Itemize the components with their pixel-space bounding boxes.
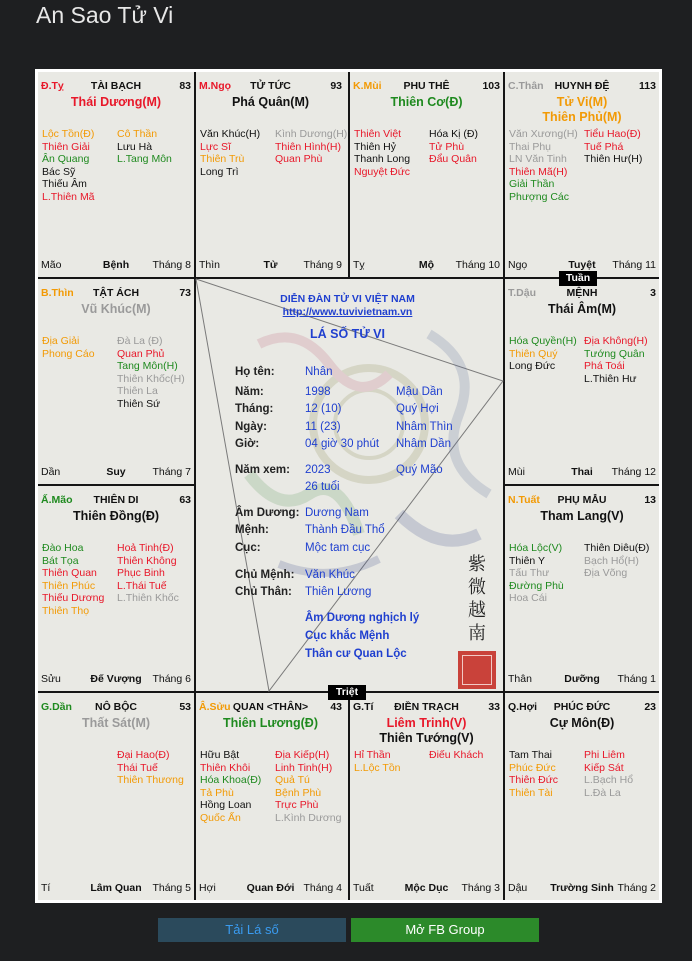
info-value: Thành Đầu Thổ [305,524,385,536]
major-star: Thiên Đồng(Đ) [72,509,160,523]
palace-month: Tháng 11 [612,259,656,271]
info-value-canchi: Quý Mão [396,464,443,476]
minor-star: Tang Môn(H) [117,360,178,373]
palace-name: THIÊN DI [93,494,139,506]
horoscope-chart [35,69,662,903]
minor-star: Tiểu Hao(Đ) [584,128,641,140]
palace-footer [508,673,656,686]
minor-stars-right [275,128,347,166]
chart-note: Thân cư Quan Lộc [305,648,407,660]
minor-star: Thiên Thọ [42,604,90,617]
palace-month: Tháng 1 [617,673,656,685]
minor-star: Thiên Không [117,554,177,567]
info-value: 26 tuổi [305,481,340,493]
major-star: Cự Môn(Đ) [549,716,615,730]
minor-stars-right [117,335,185,411]
minor-star: Thanh Long [354,153,411,166]
watermark-dragon [239,304,501,604]
palace-age: 43 [330,701,342,713]
palace-stage: Suy [106,466,126,478]
palace-stage: Lâm Quan [90,882,142,894]
minor-star: Địa Kiếp(H) [275,749,330,761]
palace-month: Tháng 2 [617,882,656,894]
palace-age: 83 [179,80,191,92]
minor-star: Thiên Hư(H) [584,153,643,166]
minor-star: Hóa Lộc(V) [509,542,563,554]
palace-branch: Tí [41,882,51,894]
info-value: 1998 [305,386,331,398]
palace-cell [350,72,503,277]
minor-star: Bệnh Phù [275,786,322,799]
minor-stars-left [354,128,410,178]
info-value-canchi: Mậu Dần [396,386,443,398]
major-star: Thiên Tướng(V) [379,731,474,745]
minor-star: Thiên Giải [42,140,90,153]
palace-cell [196,72,348,277]
minor-star: Nguyệt Đức [354,165,411,178]
minor-star: Phá Toái [584,360,625,373]
minor-star: L.Thái Tuế [117,579,167,592]
palace-name: HUYNH ĐỆ [554,80,610,92]
palace-name: QUAN <THÂN> [232,701,309,713]
palace-cell [38,279,194,484]
chart-title: LÁ SỐ TỬ VI [310,327,385,341]
palace-branch: Ngọ [508,259,528,271]
palace-month: Tháng 10 [455,259,500,271]
major-star: Tử Vi(M) [556,95,608,109]
minor-star: Thiên Khốc(H) [117,372,185,385]
palace-can-chi: Q.Hợi [508,701,538,713]
info-label: Họ tên: [235,366,275,378]
minor-star: Thiên Phúc [42,579,96,592]
minor-stars-left [200,128,260,178]
minor-star: Kiếp Sát [584,761,624,774]
major-star: Thất Sát(M) [81,716,151,730]
minor-star: Đẩu Quân [429,153,477,166]
minor-star: Thiên Đức [509,774,559,787]
tuan-marker: Tuần [559,271,597,286]
info-value: 11 (23) [305,421,341,433]
minor-star: Thiên Diêu(Đ) [584,542,650,554]
major-star: Phá Quân(M) [231,95,310,109]
minor-star: Thiên Hỷ [354,140,397,153]
palace-age: 23 [644,701,656,713]
palace-name: PHÚC ĐỨC [553,701,611,713]
info-value: Mộc tam cục [305,542,371,554]
triet-marker: Triệt [328,685,366,700]
minor-star: Đại Hao(Đ) [117,749,170,761]
palace-branch: Tuất [353,882,374,894]
major-star: Thái Âm(M) [547,302,617,316]
minor-star: Thiên Việt [354,128,402,140]
palace-footer [199,259,342,272]
minor-star: Thiên La [117,385,158,398]
minor-star: Thiên Mã(H) [509,165,568,178]
minor-stars-left [509,749,558,799]
minor-stars-right [275,749,341,825]
palace-header [41,287,191,300]
palace-age: 3 [650,287,656,299]
palace-header [199,701,342,714]
palace-age: 33 [488,701,500,713]
minor-star: Hữu Bật [200,749,240,761]
palace-header [508,701,656,714]
minor-star: Thiên Quan [42,567,97,580]
minor-star: Thiên Quý [509,347,558,360]
minor-star: Tuế Phá [584,140,624,153]
palace-stage: Quan Đới [246,882,295,894]
minor-star: Phong Cáo [42,347,95,360]
minor-star: Thai Phụ [509,140,552,153]
palace-can-chi: K.Mùi [353,80,382,92]
palace-footer [353,882,500,895]
info-label: Năm xem: [235,464,290,476]
palace-name: PHỤ MẪU [557,494,607,506]
info-value-canchi: Nhâm Thìn [396,421,453,433]
minor-star: L.Thiên Mã [42,190,95,203]
palace-cell [38,486,194,691]
palace-footer [199,882,342,895]
minor-star: LN Văn Tinh [509,153,567,166]
info-value-canchi: Nhâm Dần [396,438,451,450]
minor-stars-left [509,335,577,373]
minor-star: Long Đức [509,360,556,373]
palace-month: Tháng 6 [152,673,191,685]
major-star: Thiên Lương(Đ) [222,716,318,730]
minor-stars-right [117,128,172,166]
palace-stage: Mộc Dục [404,882,449,894]
minor-stars-left [42,335,95,360]
info-value: 12 (10) [305,403,342,415]
minor-star: Hoả Tinh(Đ) [117,542,174,554]
minor-star: Hóa Kị (Đ) [429,128,479,140]
major-star: Thái Dương(M) [70,95,162,109]
palace-can-chi: B.Thìn [41,287,74,299]
minor-star: Đào Hoa [42,542,84,554]
palace-month: Tháng 7 [152,466,191,478]
palace-stage: Đế Vượng [90,673,142,685]
palace-can-chi: Ấ.Mão [41,494,73,506]
info-label: Năm: [235,386,264,398]
palace-cell [505,72,659,277]
forum-url[interactable]: http://www.tuvivietnam.vn [282,306,413,318]
minor-stars-left [200,749,261,825]
minor-star: Thiên Trù [200,153,245,166]
palace-age: 103 [482,80,500,92]
forum-name: DIỄN ĐÀN TỬ VI VIỆT NAM [280,293,415,305]
palace-can-chi: T.Dậu [508,287,537,299]
minor-star: L.Bạch Hổ [584,774,634,787]
minor-star: Đà La (Đ) [117,335,163,347]
palace-month: Tháng 5 [152,882,191,894]
minor-star: L.Thiên Khốc [117,592,179,605]
palace-stage: Tử [263,259,278,271]
minor-star: Văn Khúc(H) [200,128,261,140]
minor-star: Tả Phù [200,786,234,799]
palace-name: PHU THÊ [403,80,450,92]
minor-star: Hóa Khoa(Đ) [200,774,262,787]
palace-header [508,80,656,93]
minor-star: Tam Thai [509,749,552,761]
minor-star: Thiếu Dương [42,592,105,605]
chart-note: Âm Dương nghịch lý [305,612,420,624]
palace-cell [505,486,659,691]
palace-cell [505,279,659,484]
download-chart-button[interactable]: Tải Lá số [158,918,346,942]
palace-header [199,80,342,93]
palace-header [508,287,656,300]
palace-branch: Thân [508,673,532,685]
palace-footer [353,259,500,272]
info-label: Mệnh: [235,524,269,536]
minor-star: Thiếu Âm [42,178,87,191]
info-label: Chủ Thân: [235,586,292,598]
palace-age: 53 [179,701,191,713]
minor-stars-right [117,542,179,605]
chart-note: Cục khắc Mệnh [305,630,390,642]
minor-stars-right [584,749,633,799]
info-value: Văn Khúc [305,569,355,581]
info-value: Nhân [305,366,333,378]
minor-stars-left [509,128,578,204]
palace-age: 13 [644,494,656,506]
minor-stars-right [117,749,184,787]
minor-star: Tấu Thư [509,567,550,580]
info-label: Ngày: [235,421,267,433]
palace-header [353,80,500,93]
info-value-canchi: Quý Hợi [396,403,439,415]
minor-star: Lưu Hà [117,140,153,153]
palace-cell [196,693,345,900]
minor-star: Tử Phù [429,140,465,153]
minor-star: L.Thiên Hư [584,372,637,385]
minor-star: Ân Quang [42,153,90,166]
open-fb-group-button[interactable]: Mở FB Group [351,918,539,942]
minor-star: Địa Giải [42,335,80,347]
minor-stars-right [584,335,648,385]
major-star: Thiên Cơ(Đ) [390,95,463,109]
palace-footer [508,882,656,895]
info-label: Âm Dương: [235,507,300,519]
palace-can-chi: Â.Sửu [199,701,231,713]
major-star: Vũ Khúc(M) [81,302,151,316]
info-value: 2023 [305,464,331,476]
palace-stage: Tuyệt [568,259,596,271]
minor-star: Điếu Khách [429,749,484,761]
palace-name: ĐIỀN TRẠCH [394,701,459,713]
kanji-signature: 紫微越南 [468,554,486,644]
minor-star: L.Lộc Tồn [354,761,401,774]
minor-stars-right [429,749,483,762]
palace-month: Tháng 9 [303,259,342,271]
palace-cell [350,693,503,900]
palace-age: 93 [330,80,342,92]
minor-star: Cô Thần [117,128,158,140]
palace-can-chi: Đ.Tỵ [41,80,64,92]
minor-star: Quan Phù [275,153,323,166]
minor-star: Đường Phù [509,579,564,592]
center-panel [194,279,501,690]
palace-cell [505,693,659,900]
palace-header [508,494,656,507]
minor-stars-right [584,542,649,580]
palace-can-chi: G.Dần [41,701,72,713]
palace-month: Tháng 12 [611,466,656,478]
palace-footer [41,882,191,895]
minor-star: Quốc Ấn [200,811,241,824]
minor-star: Tướng Quân [584,347,645,360]
palace-stage: Thai [571,466,593,478]
seal-stamp [458,651,496,689]
page-title: An Sao Tử Vi [36,2,174,28]
minor-star: Quả Tú [275,774,310,787]
palace-name: TỬ TỨC [250,80,291,92]
minor-star: Giải Thần [509,178,555,191]
palace-age: 63 [179,494,191,506]
minor-star: Thiên Tài [509,786,553,799]
palace-branch: Mùi [508,466,525,478]
minor-star: Linh Tinh(H) [275,761,333,774]
palace-name: TÀI BẠCH [90,80,142,92]
palace-can-chi: G.Tí [353,701,374,713]
palace-header [353,701,500,714]
minor-star: L.Đà La [584,786,621,799]
palace-name: TẬT ÁCH [92,287,140,299]
palace-can-chi: C.Thân [508,80,544,92]
palace-branch: Dậu [508,882,528,894]
palace-name: MỆNH [566,287,598,299]
palace-month: Tháng 4 [303,882,342,894]
minor-stars-left [42,542,104,618]
palace-stage: Bệnh [102,259,130,271]
palace-month: Tháng 3 [461,882,500,894]
minor-star: Phượng Các [509,190,570,203]
minor-star: Bạch Hổ(H) [584,554,639,567]
palace-header [41,701,191,714]
info-label: Chủ Mệnh: [235,569,295,581]
palace-footer [41,673,191,686]
minor-star: Thiên Khôi [200,761,251,774]
palace-cell [38,72,194,277]
palace-footer [41,259,191,272]
palace-stage: Trường Sinh [550,882,614,894]
palace-age: 113 [639,80,656,92]
info-label: Cục: [235,542,261,554]
major-star: Liêm Trinh(V) [386,716,467,730]
minor-star: Thiên Hình(H) [275,140,341,153]
palace-footer [508,466,656,479]
minor-star: Hồng Loan [200,799,252,812]
palace-branch: Dần [41,466,61,478]
minor-star: Địa Võng [584,567,628,580]
palace-branch: Mão [41,259,62,271]
palace-header [41,80,191,93]
minor-star: Hỉ Thần [354,749,391,761]
minor-stars-left [42,128,95,204]
minor-star: Phúc Đức [509,761,556,774]
info-value: 04 giờ 30 phút [305,438,380,450]
minor-star: Địa Không(H) [584,335,648,347]
minor-star: Hóa Quyền(H) [509,335,577,347]
palace-stage: Mộ [418,259,435,271]
minor-star: Kình Dương(H) [275,128,348,140]
palace-branch: Tỵ [353,259,365,271]
minor-star: Bác Sỹ [42,165,76,178]
minor-stars-right [429,128,478,166]
minor-star: Văn Xương(H) [509,128,578,140]
major-star: Tham Lang(V) [540,509,624,523]
palace-can-chi: M.Ngọ [199,80,232,92]
palace-name: NÔ BỘC [95,701,137,713]
minor-star: Lực Sĩ [200,140,231,153]
info-value: Dương Nam [305,507,369,519]
info-label: Tháng: [235,403,274,415]
minor-star: L.Tang Môn [117,153,172,166]
minor-stars-left [509,542,564,605]
palace-branch: Thìn [199,259,221,271]
minor-stars-right [584,128,642,166]
minor-star: Thiên Y [509,554,545,567]
minor-star: Lộc Tồn(Đ) [42,128,95,140]
minor-star: Trực Phù [275,799,319,812]
minor-stars-left [354,749,401,774]
minor-star: Thiên Sứ [117,397,161,410]
minor-star: L.Kình Dương [275,811,342,824]
palace-footer [41,466,191,479]
minor-star: Thái Tuế [117,761,158,774]
palace-branch: Sửu [41,673,61,685]
palace-age: 73 [179,287,191,299]
minor-star: Bát Tọa [42,554,79,567]
info-value: Thiên Lương [305,586,372,598]
palace-cell [38,693,194,900]
major-star: Thiên Phủ(M) [542,110,622,124]
palace-can-chi: N.Tuất [508,494,540,506]
minor-star: Long Trì [200,165,239,178]
minor-star: Phi Liêm [584,749,625,761]
minor-star: Thiên Thương [117,774,184,787]
palace-header [41,494,191,507]
minor-star: Quan Phủ [117,347,165,360]
palace-month: Tháng 8 [152,259,191,271]
palace-stage: Dưỡng [564,673,600,685]
palace-branch: Hợi [199,882,216,894]
info-label: Giờ: [235,438,260,450]
minor-star: Phục Binh [117,567,165,580]
minor-star: Hoa Cái [509,592,547,605]
